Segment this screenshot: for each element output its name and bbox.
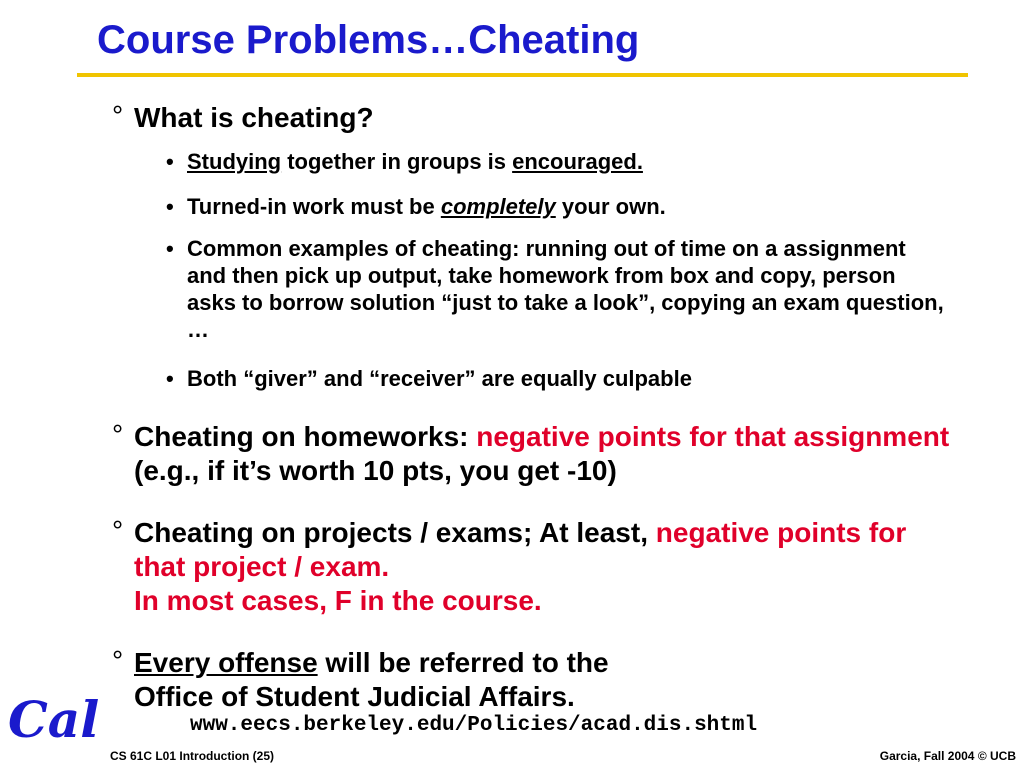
- footer-credit: Garcia, Fall 2004 © UCB: [879, 749, 1016, 763]
- bullet-text: [134, 420, 962, 488]
- bullet-project-exam-penalty: [112, 516, 962, 618]
- bullet-referral: [112, 646, 962, 714]
- degree-bullet-icon: °: [112, 100, 124, 131]
- sub-bullet-examples: [166, 235, 946, 343]
- encouraged-emphasis: encouraged.: [512, 149, 643, 174]
- bullet-what-is-cheating: [112, 101, 962, 135]
- sub-bullet-own-work: [166, 193, 946, 220]
- footer-course-info: CS 61C L01 Introduction (25): [110, 749, 275, 763]
- every-offense-emphasis: Every offense: [134, 647, 318, 678]
- studying-emphasis: Studying: [187, 149, 282, 174]
- sub-bullet-text: Common examples of cheating: running out of time on a assignment and then pick up output, take homework from box and copy, person asks to borrow solution “just to take a look”, copying an exam question, …: [187, 236, 944, 342]
- referral-middle: will be referred to the: [317, 647, 609, 678]
- dot-bullet-icon: •: [166, 194, 174, 219]
- fail-course-emphasis: In most cases, F in the course.: [134, 585, 542, 616]
- sub-bullet-text: [187, 148, 946, 175]
- own-work-end: your own.: [555, 194, 666, 219]
- sub-bullet-culpable: [166, 365, 946, 392]
- sub-bullet-text: [187, 193, 946, 220]
- bullet-homework-penalty: [112, 420, 962, 488]
- cal-script-logo-icon: [4, 690, 108, 744]
- sub-bullet-text: Both “giver” and “receiver” are equally culpable: [187, 366, 692, 391]
- policy-url: www.eecs.berkeley.edu/Policies/acad.dis.shtml: [190, 714, 758, 737]
- project-penalty-emphasis: negative points for that project / exam.: [134, 517, 907, 582]
- dot-bullet-icon: •: [166, 149, 174, 174]
- homework-lead: Cheating on homeworks:: [134, 421, 477, 452]
- slide-title: Course Problems…Cheating: [97, 18, 640, 62]
- bullet-text: What is cheating?: [134, 102, 374, 133]
- dot-bullet-icon: •: [166, 366, 174, 391]
- homework-example: (e.g., if it’s worth 10 pts, you get -10): [134, 455, 617, 486]
- studying-middle: together in groups is: [281, 149, 513, 174]
- bullet-text: [134, 646, 962, 714]
- dot-bullet-icon: •: [166, 236, 174, 261]
- homework-penalty-emphasis: negative points for that assignment: [476, 421, 950, 452]
- sub-bullet-studying: [166, 148, 946, 175]
- completely-emphasis: completely: [440, 194, 556, 219]
- degree-bullet-icon: °: [112, 515, 124, 546]
- bullet-text: [134, 516, 962, 618]
- cal-logo-text: Cal: [8, 690, 100, 744]
- project-lead: Cheating on projects / exams; At least,: [134, 517, 656, 548]
- judicial-office: Office of Student Judicial Affairs.: [134, 681, 575, 712]
- degree-bullet-icon: °: [112, 645, 124, 676]
- own-work-start: Turned-in work must be: [187, 194, 441, 219]
- title-underline-rule: [77, 73, 968, 77]
- degree-bullet-icon: °: [112, 419, 124, 450]
